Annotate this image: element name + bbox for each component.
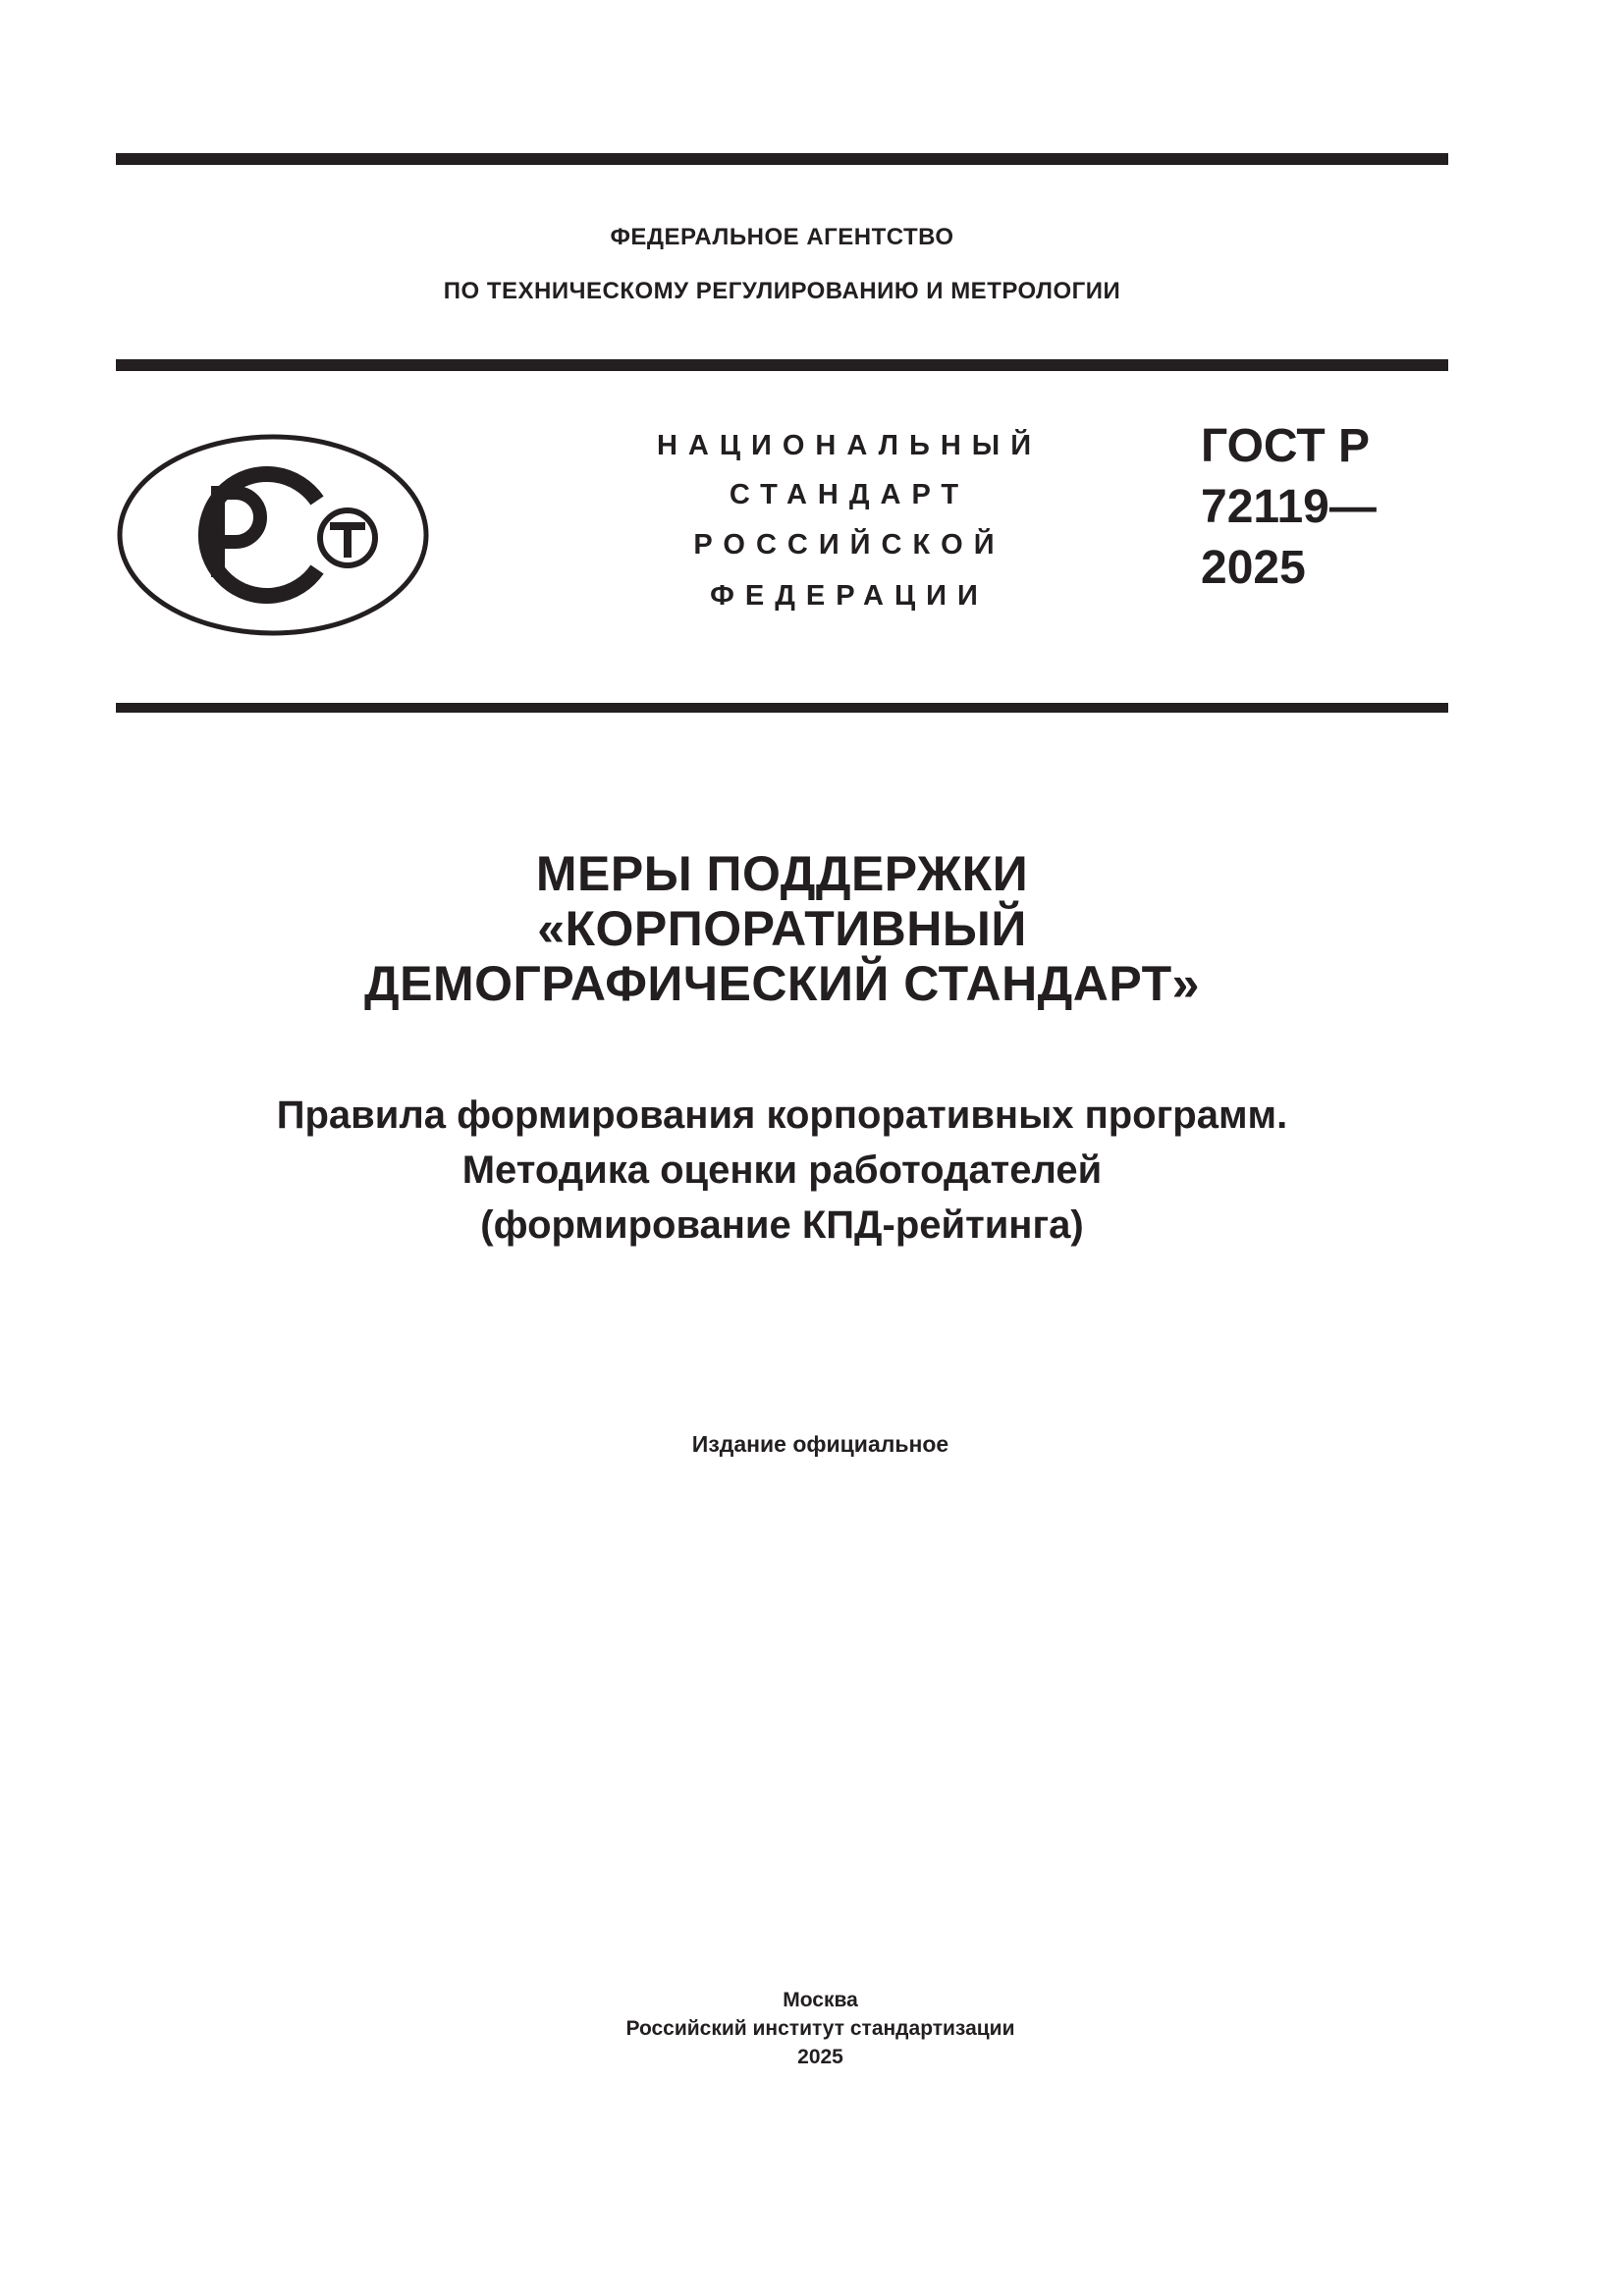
designation-rule (116, 703, 1448, 713)
agency-name-line1: ФЕДЕРАЛЬНОЕ АГЕНТСТВО (610, 224, 954, 250)
standard-designation (1201, 416, 1377, 599)
publisher-block (116, 1986, 1525, 2071)
national-standard-line3: РОССИЙСКОЙ (693, 529, 1005, 561)
header-rule (116, 359, 1448, 371)
top-rule (116, 153, 1448, 165)
national-standard-line2: СТАНДАРТ (729, 479, 970, 510)
publisher-year: 2025 (797, 2046, 843, 2068)
edition-note: Издание официальное (691, 1431, 949, 1457)
subtitle-line1: Правила формирования корпоративных программ. (276, 1094, 1288, 1137)
title-line1: МЕРЫ ПОДДЕРЖКИ (535, 846, 1029, 901)
publisher-institute: Российский институт стандартизации (625, 2017, 1015, 2040)
national-standard-line4: ФЕДЕРАЦИИ (710, 580, 989, 612)
national-standard-line1: НАЦИОНАЛЬНЫЙ (656, 430, 1043, 461)
document-subtitle (116, 1088, 1448, 1253)
publisher-city: Москва (783, 1989, 858, 2011)
subtitle-line3: (формирование КПД-рейтинга) (480, 1203, 1084, 1247)
rst-certification-mark-icon (116, 430, 432, 640)
designation-line3: 2025 (1201, 542, 1306, 594)
agency-name-line2: ПО ТЕХНИЧЕСКОМУ РЕГУЛИРОВАНИЮ И МЕТРОЛОГИИ (443, 278, 1121, 304)
subtitle-line2: Методика оценки работодателей (461, 1148, 1103, 1192)
title-line3: ДЕМОГРАФИЧЕСКИЙ СТАНДАРТ» (364, 956, 1200, 1011)
designation-line2: 72119— (1201, 481, 1377, 533)
title-line2: «КОРПОРАТИВНЫЙ (537, 901, 1027, 956)
document-title (116, 846, 1448, 1011)
designation-line1: ГОСТ Р (1201, 420, 1371, 472)
